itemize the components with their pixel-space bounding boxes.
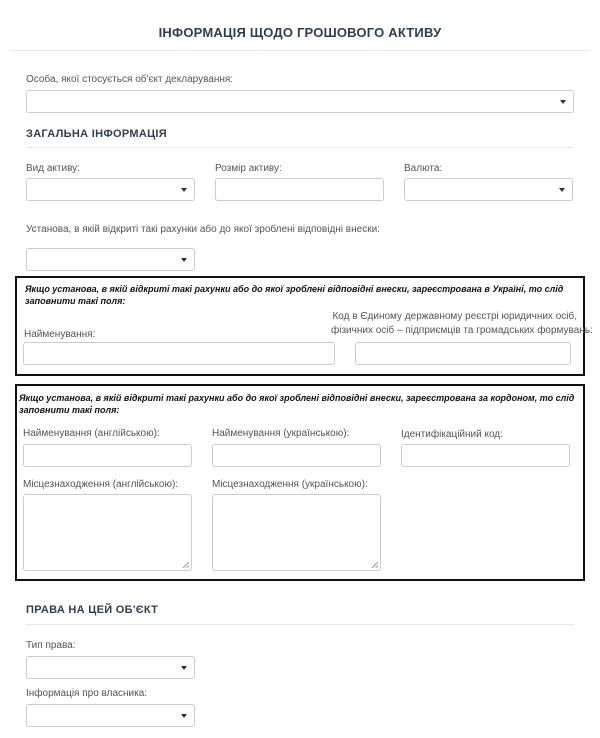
person-select[interactable] xyxy=(26,90,574,113)
location-uk-textarea[interactable] xyxy=(212,494,381,571)
chevron-down-icon xyxy=(560,100,566,104)
asset-size-label: Розмір активу: xyxy=(215,163,282,174)
resize-handle-icon[interactable] xyxy=(183,562,189,568)
rights-section-title: ПРАВА НА ЦЕЙ ОБ'ЄКТ xyxy=(26,604,159,616)
name-en-input[interactable] xyxy=(23,444,192,467)
edrpou-label-line1: Код в Єдиному державному реєстрі юридичних осіб, xyxy=(332,311,577,322)
ua-name-input[interactable] xyxy=(23,342,335,365)
location-uk-label: Місцезнаходження (українською): xyxy=(212,479,368,490)
id-code-input[interactable] xyxy=(401,444,570,467)
name-uk-label: Найменування (українською): xyxy=(212,428,350,439)
ukraine-note: Якщо установа, в якій відкриті такі рахунки або до якої зроблені відповідні внески, зареєстрована в Україні, то слід заповнити такі поля: xyxy=(25,284,564,306)
general-section-title: ЗАГАЛЬНА ІНФОРМАЦІЯ xyxy=(26,128,167,140)
id-code-label: Ідентифікаційний код: xyxy=(401,429,503,440)
location-en-textarea[interactable] xyxy=(23,494,192,571)
person-label: Особа, якої стосується об'єкт декларування: xyxy=(26,74,234,85)
rights-divider xyxy=(26,624,574,625)
foreign-note: Якщо установа, в якій відкриті такі рахунки або до якої зроблені відповідні внески, зареєстрована за кордоном, то слід заповнити такі поля: xyxy=(19,393,575,415)
asset-type-select[interactable] xyxy=(26,178,195,201)
chevron-down-icon xyxy=(181,714,187,718)
name-uk-input[interactable] xyxy=(212,444,381,467)
title-divider xyxy=(10,50,590,51)
right-type-label: Тип права: xyxy=(26,640,76,651)
currency-select[interactable] xyxy=(404,178,573,201)
chevron-down-icon xyxy=(181,666,187,670)
name-en-label: Найменування (англійською): xyxy=(23,428,160,439)
edrpou-label-line2: фізичних осіб – підприємців та громадських формувань: xyxy=(331,325,593,336)
owner-info-select[interactable] xyxy=(26,704,195,727)
institution-label: Установа, в якій відкриті такі рахунки або до якої зроблені відповідні внески: xyxy=(26,224,380,235)
edrpou-input[interactable] xyxy=(355,342,571,365)
owner-info-label: Інформація про власника: xyxy=(26,688,148,699)
page-title: ІНФОРМАЦІЯ ЩОДО ГРОШОВОГО АКТИВУ xyxy=(158,25,442,40)
general-divider xyxy=(26,147,574,148)
location-en-label: Місцезнаходження (англійською): xyxy=(23,479,179,490)
chevron-down-icon xyxy=(559,188,565,192)
currency-label: Валюта: xyxy=(404,163,443,174)
institution-select[interactable] xyxy=(26,248,195,271)
right-type-select[interactable] xyxy=(26,656,195,679)
chevron-down-icon xyxy=(181,188,187,192)
resize-handle-icon[interactable] xyxy=(372,562,378,568)
ua-name-label: Найменування: xyxy=(24,329,96,340)
asset-type-label: Вид активу: xyxy=(26,163,80,174)
asset-size-input[interactable] xyxy=(215,178,384,201)
chevron-down-icon xyxy=(181,258,187,262)
